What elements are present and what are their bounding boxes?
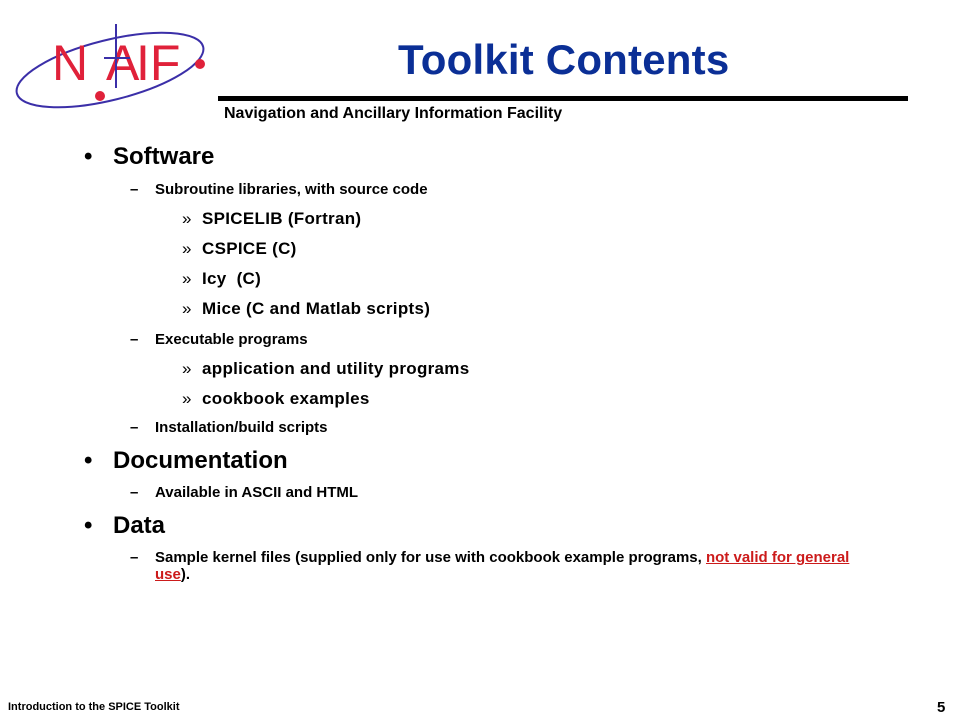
sub-bullet-formats: – Available in ASCII and HTML [130, 484, 359, 501]
sub-bullet-programs: – Executable programs [130, 331, 308, 348]
sub-bullet-kernels: – Sample kernel files (supplied only for use with cookbook example programs, not valid for general use). [130, 549, 850, 583]
slide-content [84, 140, 914, 583]
naif-logo [8, 18, 218, 128]
list-item: » CSPICE (C) [182, 239, 297, 258]
chevron-icon: » [182, 209, 192, 228]
bullet-software [84, 143, 914, 171]
dash-icon: – [130, 419, 139, 436]
heading-documentation: Documentation [113, 447, 288, 474]
svg-text:N: N [52, 35, 89, 91]
page-title: Toolkit Contents [398, 36, 730, 83]
dash-icon: – [130, 181, 139, 198]
chevron-icon: » [182, 239, 192, 258]
svg-text:IF: IF [136, 35, 181, 91]
bullet-data [84, 512, 914, 540]
bullet-icon: • [84, 447, 93, 474]
heading-software: Software [113, 143, 215, 170]
list-item: » cookbook examples [182, 389, 370, 408]
bullet-documentation [84, 447, 914, 475]
bullet-icon: • [84, 512, 93, 539]
page-number: 5 [937, 699, 946, 716]
list-item: » Mice (C and Matlab scripts) [182, 299, 431, 318]
chevron-icon: » [182, 269, 192, 288]
chevron-icon: » [182, 299, 192, 318]
dash-icon: – [130, 484, 139, 501]
chevron-icon: » [182, 359, 192, 378]
list-item: » SPICELIB (Fortran) [182, 209, 362, 228]
dash-icon: – [130, 331, 139, 348]
sub-bullet-libraries: – Subroutine libraries, with source code [130, 181, 428, 198]
warning-text: not valid for general use [155, 549, 850, 583]
chevron-icon: » [182, 389, 192, 408]
heading-data: Data [113, 512, 166, 539]
dash-icon: – [130, 549, 139, 566]
footer-text: Introduction to the SPICE Toolkit [8, 701, 180, 713]
list-item: » Icy (C) [182, 269, 262, 288]
header-subtitle: Navigation and Ancillary Information Facility [224, 105, 563, 122]
svg-text:A: A [106, 35, 140, 91]
bullet-icon: • [84, 143, 93, 170]
sub-bullet-scripts: – Installation/build scripts [130, 419, 328, 436]
header-divider [218, 96, 908, 101]
list-item: » application and utility programs [182, 359, 470, 378]
